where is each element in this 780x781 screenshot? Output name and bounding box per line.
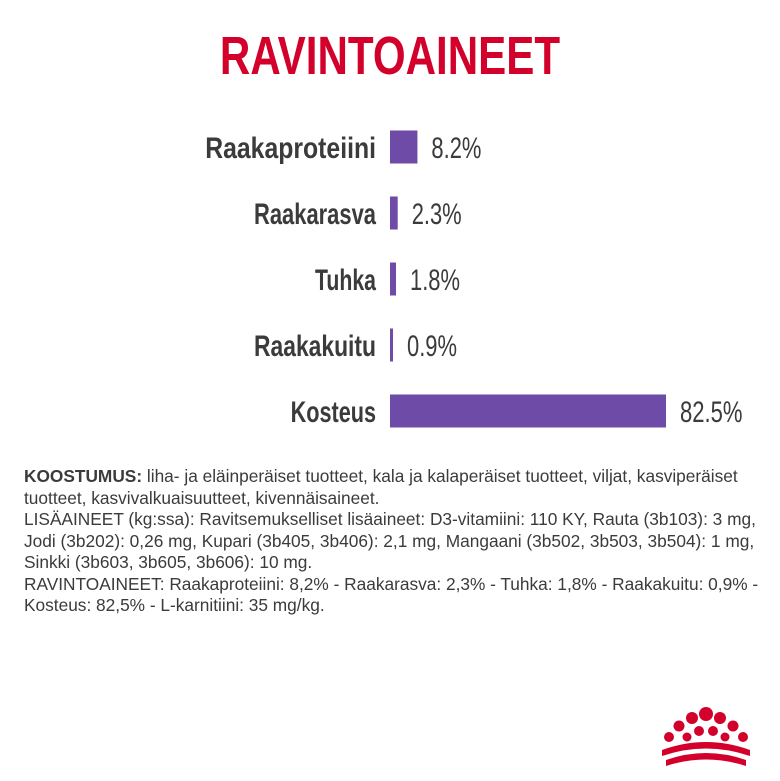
- value-label: 8.2%: [431, 132, 482, 165]
- koostumus-paragraph: [24, 466, 764, 509]
- bar: [390, 329, 393, 362]
- value-label: 0.9%: [407, 330, 458, 363]
- category-label: Tuhka: [315, 264, 377, 297]
- ravintoaineet-paragraph: RAVINTOAINEET: Raakaproteiini: 8,2% - Raakarasva: 2,3% - Tuhka: 1,8% - Raakakuitu: 0,9% - Kosteus: 82,5% - L-karnitiini: 35 mg/kg.: [24, 573, 759, 615]
- category-label: Raakakuitu: [254, 330, 376, 363]
- bar: [390, 197, 398, 230]
- category-label: Kosteus: [290, 396, 376, 429]
- koostumus-text: liha- ja eläinperäiset tuotteet, kala ja kalaperäiset tuotteet, viljat, kasviperäiset tuotteet, kasvivalkuaisuutteet, kivennäisaineet.: [24, 466, 738, 508]
- lisaaineet-paragraph: LISÄAINEET (kg:ssa): Ravitsemukselliset lisäaineet: D3-vitamiini: 110 KY, Rauta (3b103): 3 mg, Jodi (3b202): 0,26 mg, Kupari (3b405, 3b406): 2,1 mg, Mangaani (3b502, 3b503, 3b504): 1 mg, Sinkki (3b603, 3b605, 3b606): 10 mg.: [24, 509, 756, 572]
- bar: [390, 263, 396, 296]
- koostumus-label: KOOSTUMUS:: [24, 466, 143, 486]
- category-label: Raakaproteiini: [205, 132, 376, 165]
- bar: [390, 395, 666, 428]
- bar: [390, 131, 417, 164]
- category-label: Raakarasva: [254, 198, 377, 231]
- page-title: RAVINTOAINEET: [219, 26, 561, 86]
- composition-description: [24, 466, 764, 617]
- value-label: 82.5%: [680, 396, 743, 429]
- value-label: 2.3%: [411, 198, 462, 231]
- nutrient-bar-chart: [0, 110, 780, 440]
- royal-canin-crown-icon: [656, 706, 756, 772]
- value-label: 1.8%: [410, 264, 461, 297]
